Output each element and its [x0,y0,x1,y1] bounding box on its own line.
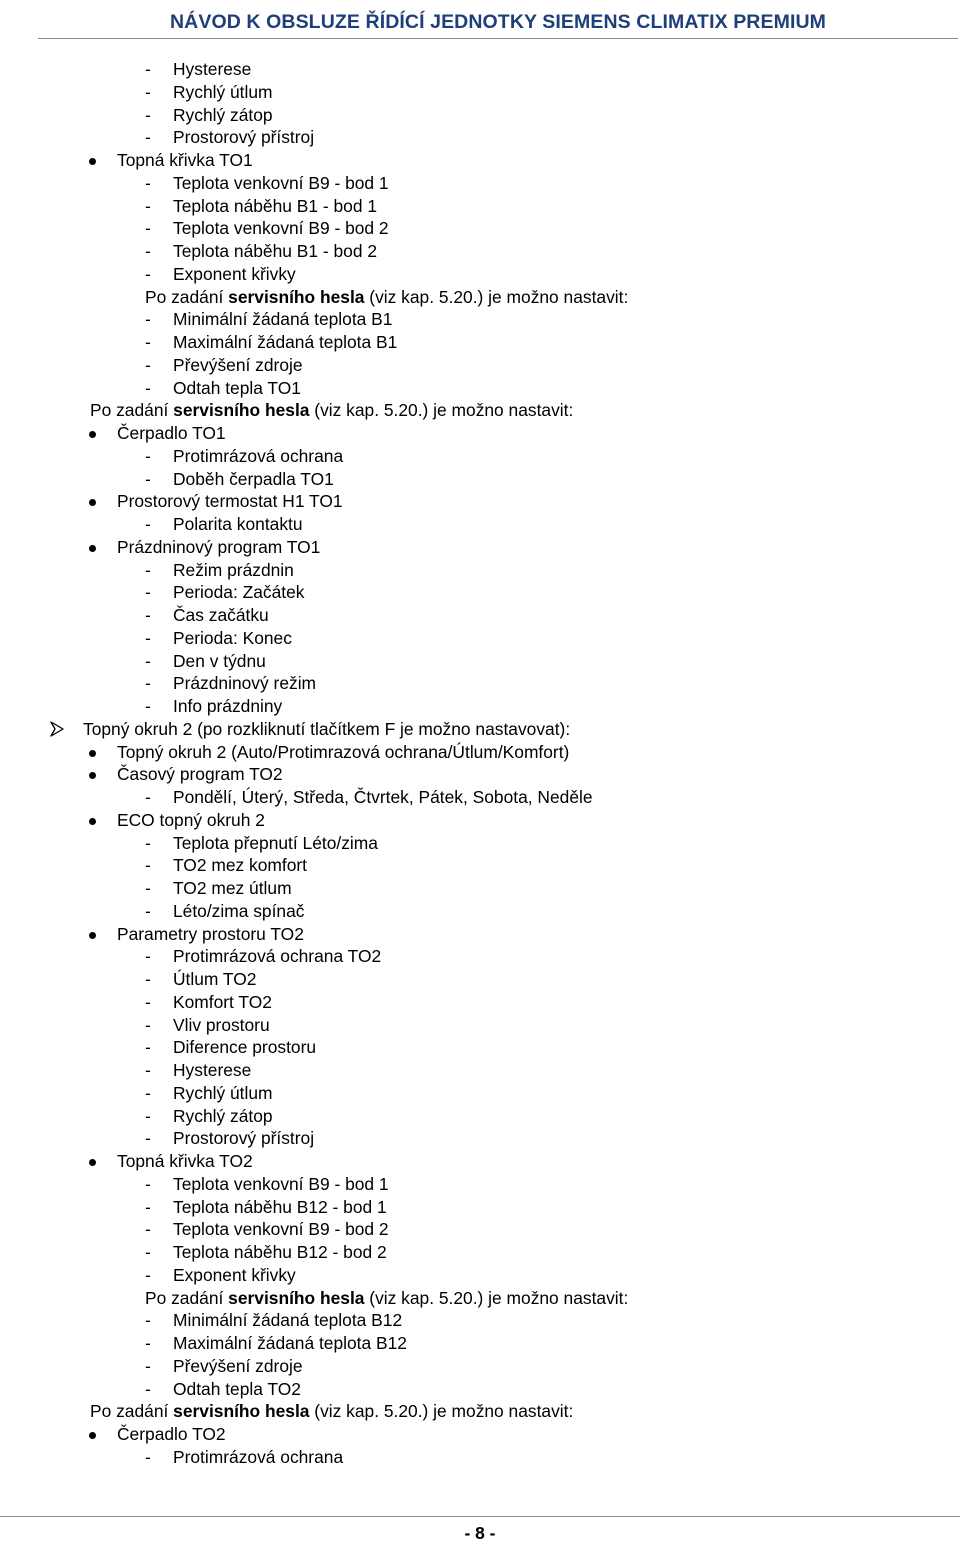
bullet-item [0,1150,960,1173]
list-item [0,900,960,923]
list-item [0,1059,960,1082]
list-item [0,1309,960,1332]
list-item-text: Vliv prostoru [173,1014,270,1035]
list-item-text: Doběh čerpadla TO1 [173,468,334,489]
note-bold: servisního hesla [173,400,310,421]
document-body [0,58,960,1469]
dash-marker: - [145,1105,151,1126]
list-item-text: Teplota venkovní B9 - bod 1 [173,172,389,193]
bullet-icon [89,499,96,506]
list-item [0,1196,960,1219]
list-item-text: Režim prázdnin [173,559,294,580]
bullet-item [0,149,960,172]
dash-marker: - [145,1173,151,1194]
bullet-item-text: Parametry prostoru TO2 [117,923,304,944]
list-item [0,195,960,218]
dash-marker: - [145,104,151,125]
list-item-text: Hysterese [173,1060,252,1080]
list-item [0,377,960,400]
list-item-text: TO2 mez komfort [173,855,308,876]
list-item [0,581,960,604]
dash-marker: - [145,354,151,375]
list-item-text: Maximální žádaná teplota B1 [173,332,398,352]
list-item [0,877,960,900]
list-item-text: Protimrázová ochrana [173,1446,344,1467]
bullet-item-text: ECO topný okruh 2 [117,809,265,830]
dash-marker: - [145,673,151,694]
dash-marker: - [145,1128,151,1149]
list-item [0,513,960,536]
dash-marker: - [145,878,151,898]
list-item [0,1218,960,1241]
dash-marker: - [145,1014,151,1035]
dash-marker: - [145,377,151,398]
list-item-text: Exponent křivky [173,263,296,284]
list-item [0,263,960,286]
list-item [0,1264,960,1287]
dash-marker: - [145,1355,151,1376]
list-item [0,945,960,968]
bullet-item-text: Topná křivka TO1 [117,150,253,170]
note-bold: servisního hesla [173,1401,310,1422]
section-heading [0,718,960,741]
dash-marker: - [145,1219,151,1240]
list-item [0,650,960,673]
dash-marker: - [145,946,151,967]
list-item-text: Teplota náběhu B1 - bod 1 [173,195,378,216]
bullet-icon [89,772,96,779]
bullet-item [0,923,960,946]
bullet-icon [89,932,96,939]
list-item [0,832,960,855]
list-item-text: Diference prostoru [173,1037,317,1058]
list-item [0,786,960,809]
dash-marker: - [145,559,151,580]
list-item-text: Útlum TO2 [173,969,257,989]
bullet-item-text: Čerpadlo TO2 [117,1424,226,1444]
list-item-text: Info prázdniny [173,696,283,716]
bullet-icon [89,750,96,757]
list-item-text: Teplota náběhu B1 - bod 2 [173,241,378,261]
dash-marker: - [145,1378,151,1399]
list-item [0,1241,960,1264]
list-item-text: Pondělí, Úterý, Středa, Čtvrtek, Pátek, Sobota, Neděle [173,787,593,807]
note-text: Po zadání servisního hesla (viz kap. 5.20.) je možno nastavit: [145,286,629,307]
dash-marker: - [145,787,151,807]
list-item-text: Teplota venkovní B9 - bod 1 [173,1173,389,1194]
dash-marker: - [145,900,151,921]
list-item [0,1127,960,1150]
list-item-text: Protimrázová ochrana TO2 [173,946,382,967]
bullet-icon [89,158,96,165]
dash-marker: - [145,1242,151,1262]
list-item-text: Minimální žádaná teplota B12 [173,1310,403,1331]
list-item [0,695,960,718]
list-item [0,1332,960,1355]
dash-marker: - [145,468,151,489]
page-number: - 8 - [464,1523,496,1543]
bullet-item-text: Prostorový termostat H1 TO1 [117,491,343,512]
note-text: Po zadání servisního hesla (viz kap. 5.20.) je možno nastavit: [90,1401,574,1422]
list-item-text: Teplota náběhu B12 - bod 2 [173,1242,387,1262]
service-password-note [0,1400,960,1423]
list-item [0,1036,960,1059]
list-item-text: Hysterese [173,59,252,79]
list-item-text: Perioda: Začátek [173,582,305,603]
list-item [0,172,960,195]
bullet-icon [89,818,96,825]
list-item [0,559,960,582]
dash-marker: - [145,59,151,79]
list-item [0,1173,960,1196]
dash-marker: - [145,514,151,534]
bullet-item [0,1423,960,1446]
dash-marker: - [145,332,151,352]
bullet-item [0,763,960,786]
bullet-item-text: Časový program TO2 [117,764,283,785]
page-header [38,0,958,39]
note-bold: servisního hesla [228,286,365,307]
service-password-note [0,399,960,422]
list-item [0,58,960,81]
list-item [0,627,960,650]
list-item [0,1446,960,1469]
dash-marker: - [145,1037,151,1058]
bullet-item-text: Topný okruh 2 (Auto/Protimrazová ochrana/Útlum/Komfort) [117,741,570,762]
list-item [0,217,960,240]
dash-marker: - [145,241,151,261]
arrowhead-icon [50,721,64,737]
document-title: NÁVOD K OBSLUZE ŘÍDÍCÍ JEDNOTKY SIEMENS CLIMATIX PREMIUM [169,11,826,33]
dash-marker: - [145,81,151,102]
list-item-text: Převýšení zdroje [173,1355,303,1376]
dash-marker: - [145,263,151,284]
dash-marker: - [145,172,151,193]
list-item-text: Teplota venkovní B9 - bod 2 [173,1219,389,1240]
list-item-text: Rychlý útlum [173,1082,273,1103]
list-item-text: Teplota přepnutí Léto/zima [173,832,378,853]
dash-marker: - [145,1264,151,1285]
list-item-text: Exponent křivky [173,1264,296,1285]
dash-marker: - [145,127,151,148]
list-item [0,1105,960,1128]
list-item-text: Čas začátku [173,605,269,625]
dash-marker: - [145,627,151,648]
list-item-text: Maximální žádaná teplota B12 [173,1333,407,1353]
list-item [0,854,960,877]
list-item-text: Prostorový přístroj [173,1128,315,1149]
dash-marker: - [145,832,151,853]
list-item [0,445,960,468]
bullet-item [0,422,960,445]
list-item [0,354,960,377]
dash-marker: - [145,696,151,716]
list-item-text: Rychlý zátop [173,104,273,125]
list-item-text: Teplota venkovní B9 - bod 2 [173,218,389,239]
dash-marker: - [145,1196,151,1217]
dash-marker: - [145,605,151,625]
note-text: Po zadání servisního hesla (viz kap. 5.20.) je možno nastavit: [90,400,574,421]
dash-marker: - [145,195,151,216]
bullet-item [0,536,960,559]
bullet-item [0,809,960,832]
note-text: Po zadání servisního hesla (viz kap. 5.20.) je možno nastavit: [145,1287,629,1308]
bullet-item-text: Prázdninový program TO1 [117,536,321,557]
list-item-text: Rychlý zátop [173,1105,273,1126]
service-password-note [0,1287,960,1310]
list-item [0,1355,960,1378]
dash-marker: - [145,445,151,466]
list-item [0,331,960,354]
list-item [0,104,960,127]
list-item [0,991,960,1014]
list-item-text: Převýšení zdroje [173,354,303,375]
list-item [0,672,960,695]
bullet-item [0,741,960,764]
bullet-icon [89,1432,96,1439]
bullet-item [0,490,960,513]
dash-marker: - [145,855,151,876]
list-item [0,308,960,331]
list-item-text: Léto/zima spínač [173,900,305,921]
list-item-text: Den v týdnu [173,650,266,671]
dash-marker: - [145,991,151,1012]
list-item [0,126,960,149]
bullet-icon [89,1159,96,1166]
note-bold: servisního hesla [228,1287,365,1308]
list-item [0,1082,960,1105]
dash-marker: - [145,969,151,989]
bullet-item-text: Čerpadlo TO1 [117,423,226,443]
list-item-text: Komfort TO2 [173,991,272,1012]
dash-marker: - [145,218,151,239]
list-item-text: Protimrázová ochrana [173,445,344,466]
list-item [0,604,960,627]
list-item [0,968,960,991]
dash-marker: - [145,1310,151,1331]
list-item [0,468,960,491]
list-item-text: TO2 mez útlum [173,878,292,898]
dash-marker: - [145,1446,151,1467]
list-item-text: Perioda: Konec [173,627,292,648]
service-password-note [0,286,960,309]
bullet-icon [89,545,96,552]
bullet-item-text: Topná křivka TO2 [117,1151,253,1171]
list-item-text: Odtah tepla TO1 [173,377,301,398]
list-item [0,1014,960,1037]
list-item-text: Rychlý útlum [173,81,273,102]
dash-marker: - [145,1333,151,1353]
list-item [0,81,960,104]
list-item-text: Polarita kontaktu [173,514,303,534]
section-heading-text: Topný okruh 2 (po rozkliknutí tlačítkem F je možno nastavovat): [83,718,571,739]
page-footer [0,1516,960,1550]
dash-marker: - [145,1082,151,1103]
list-item-text: Prázdninový režim [173,673,317,694]
list-item-text: Teplota náběhu B12 - bod 1 [173,1196,387,1217]
bullet-icon [89,431,96,438]
dash-marker: - [145,650,151,671]
list-item-text: Odtah tepla TO2 [173,1378,301,1399]
dash-marker: - [145,1060,151,1080]
list-item-text: Prostorový přístroj [173,127,315,148]
list-item-text: Minimální žádaná teplota B1 [173,309,393,330]
dash-marker: - [145,582,151,603]
list-item [0,240,960,263]
list-item [0,1378,960,1401]
dash-marker: - [145,309,151,330]
